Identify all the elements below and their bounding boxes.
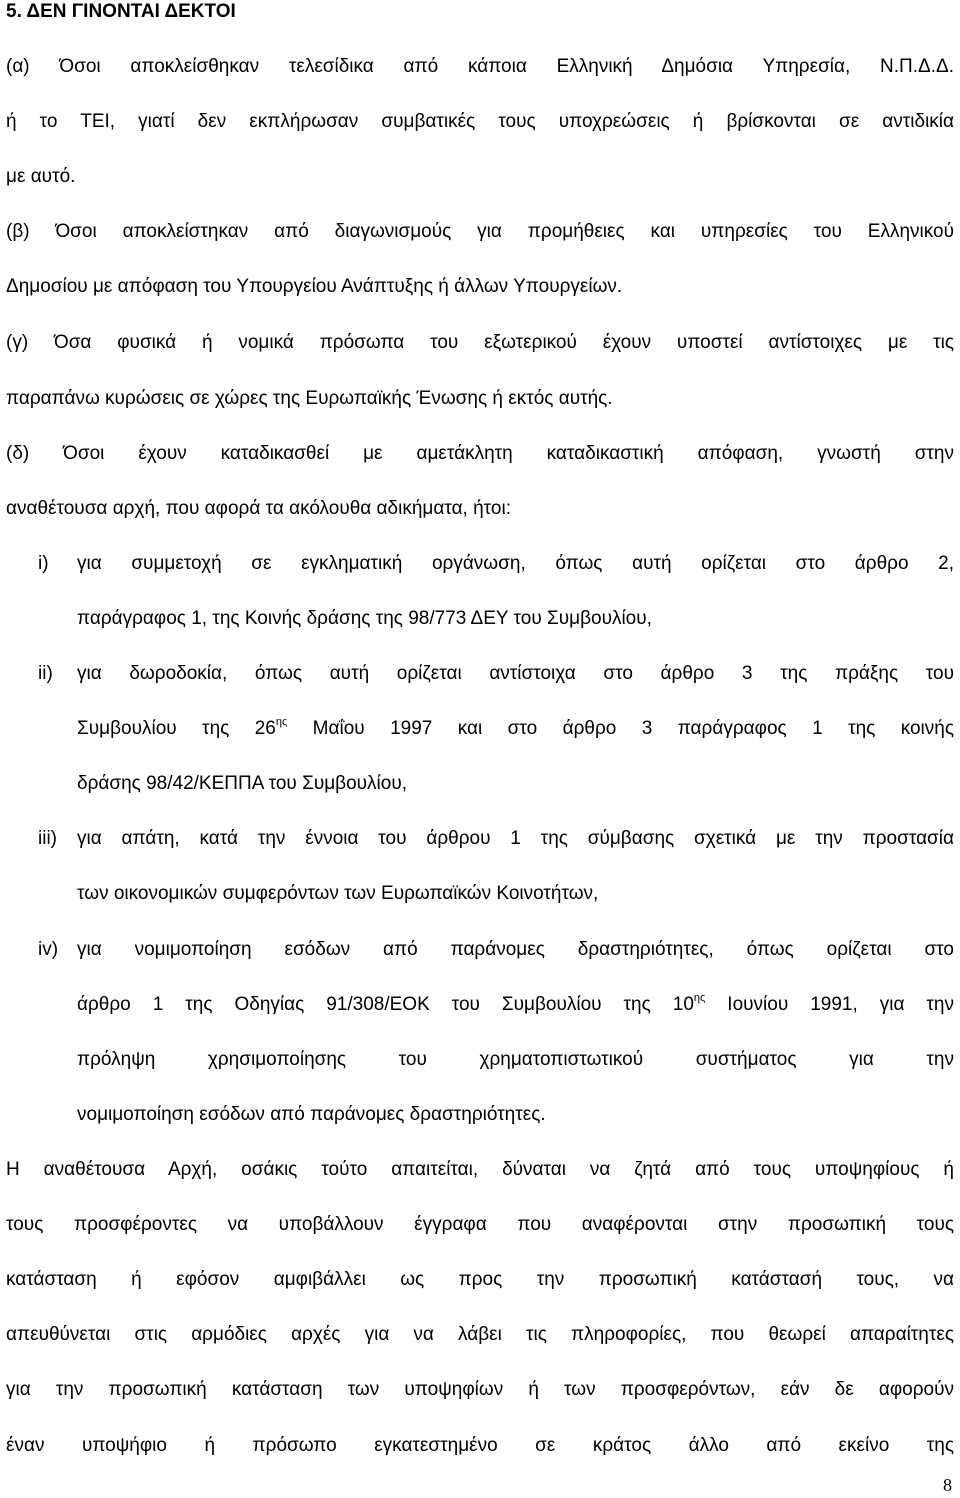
section-heading: 5. ΔΕΝ ΓΙΝΟΝΤΑΙ ΔΕΚΤΟΙ [6, 1, 236, 22]
list-item-line: για δωροδοκία, όπως αυτή ορίζεται αντίστοιχα στο άρθρο 3 της πράξης του [77, 663, 954, 684]
closing-line: τους προσφέροντες να υποβάλλουν έγγραφα που αναφέρονται στην προσωπική τους [6, 1214, 954, 1235]
list-item-line: για απάτη, κατά την έννοια του άρθρου 1 της σύμβασης σχετικά με την προστασία [77, 828, 954, 849]
paragraph-c-line: παραπάνω κυρώσεις σε χώρες της Ευρωπαϊκής Ένωσης ή εκτός αυτής. [6, 388, 613, 409]
list-item-line: για νομιμοποίηση εσόδων από παράνομες δραστηριότητες, όπως ορίζεται στο [77, 939, 954, 960]
paragraph-b-line: (β) Όσοι αποκλείστηκαν από διαγωνισμούς για προμήθειες και υπηρεσίες του Ελληνικού [6, 221, 954, 242]
closing-line: για την προσωπική κατάσταση των υποψηφίων ή των προσφερόντων, εάν δε αφορούν [6, 1379, 954, 1400]
closing-line: κατάσταση ή εφόσον αμφιβάλλει ως προς την προσωπική κατάστασή τους, να [6, 1269, 954, 1290]
list-item-line: πρόληψη χρησιμοποίησης του χρηματοπιστωτικού συστήματος για την [77, 1049, 954, 1070]
page-number: 8 [943, 1475, 952, 1495]
list-item-line: δράσης 98/42/ΚΕΠΠΑ του Συμβουλίου, [77, 773, 408, 794]
paragraph-a-line: (α) Όσοι αποκλείσθηκαν τελεσίδικα από κάποια Ελληνική Δημόσια Υπηρεσία, Ν.Π.Δ.Δ. [6, 56, 954, 77]
list-item-text: άρθρο 1 της Οδηγίας 91/308/ΕΟΚ του Συμβουλίου της 10 [77, 994, 694, 1015]
paragraph-d-line: (δ) Όσοι έχουν καταδικασθεί με αμετάκλητη καταδικαστική απόφαση, γνωστή στην [6, 443, 954, 464]
closing-line: απευθύνεται στις αρμόδιες αρχές για να λάβει τις πληροφορίες, που θεωρεί απαραίτητες [6, 1324, 954, 1345]
list-item-label: ii) [38, 663, 53, 684]
list-item-line [77, 717, 954, 741]
list-item-line: νομιμοποίηση εσόδων από παράνομες δραστηριότητες. [77, 1104, 546, 1125]
ordinal-superscript: ης [275, 716, 288, 728]
paragraph-d-line: αναθέτουσα αρχή, που αφορά τα ακόλουθα αδικήματα, ήτοι: [6, 498, 511, 519]
paragraph-b-line: Δημοσίου με απόφαση του Υπουργείου Ανάπτυξης ή άλλων Υπουργείων. [6, 276, 623, 297]
closing-line: έναν υποψήφιο ή πρόσωπο εγκατεστημένο σε κράτος άλλο από εκείνο της [6, 1435, 954, 1456]
list-item-label: iii) [38, 828, 57, 849]
paragraph-c-line: (γ) Όσα φυσικά ή νομικά πρόσωπα του εξωτερικού έχουν υποστεί αντίστοιχες με τις [6, 332, 954, 353]
closing-line: Η αναθέτουσα Αρχή, οσάκις τούτο απαιτείται, δύναται να ζητά από τους υποψηφίους ή [6, 1159, 954, 1180]
ordinal-superscript: ης [693, 992, 706, 1004]
list-item-text: Ιουνίου 1991, για την [705, 994, 954, 1015]
paragraph-a-line: ή το ΤΕΙ, γιατί δεν εκπλήρωσαν συμβατικές τους υποχρεώσεις ή βρίσκονται σε αντιδικία [6, 111, 954, 132]
list-item-line [77, 993, 954, 1017]
list-item-line: παράγραφος 1, της Κοινής δράσης της 98/773 ΔΕΥ του Συμβουλίου, [77, 608, 652, 629]
list-item-label: iv) [38, 939, 59, 960]
list-item-label: i) [38, 553, 49, 574]
list-item-text: Μαΐου 1997 και στο άρθρο 3 παράγραφος 1 της κοινής [287, 718, 954, 739]
list-item-text: Συμβουλίου της 26 [77, 718, 276, 739]
list-item-line: των οικονομικών συμφερόντων των Ευρωπαϊκών Κοινοτήτων, [77, 883, 599, 904]
paragraph-a-line: με αυτό. [6, 166, 76, 187]
list-item-line: για συμμετοχή σε εγκληματική οργάνωση, όπως αυτή ορίζεται στο άρθρο 2, [77, 553, 954, 574]
